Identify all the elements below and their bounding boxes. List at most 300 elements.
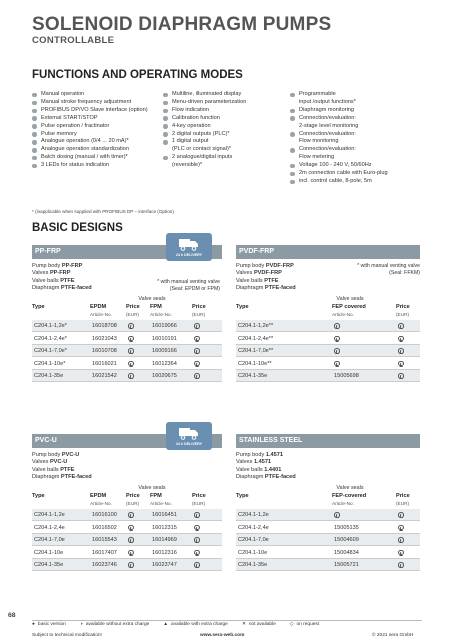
material-key: Valve balls <box>32 466 61 473</box>
price-on-request-icon <box>398 512 404 518</box>
legend-symbol-icon: ◑ <box>79 622 83 627</box>
material-line <box>236 270 296 277</box>
price-on-request-icon <box>398 323 404 329</box>
table-cell: C204.1-10e <box>238 549 268 556</box>
material-value: 1.4401 <box>264 466 282 473</box>
legend-item <box>32 622 66 627</box>
feature-item: Connection/evaluation: <box>290 146 388 154</box>
material-key: Diaphragm <box>32 285 61 292</box>
feature-item: Calibration function <box>163 115 246 123</box>
material-line <box>236 474 296 481</box>
column-header: FPM <box>150 304 162 310</box>
legend-symbol-icon: ◇ <box>289 622 294 627</box>
legend-symbol-icon: ▲ <box>163 622 169 627</box>
feature-item: 4-key operation <box>163 123 246 131</box>
table-row <box>236 534 420 546</box>
feature-item: incl. control cable, 8-pole, 5m <box>290 178 388 186</box>
table-cell <box>128 562 134 570</box>
material-key: Valves <box>236 459 254 466</box>
legend-label: available without extra charge <box>85 622 150 627</box>
table-cell <box>398 361 404 369</box>
table-cell: C204.1-10e* <box>34 360 66 367</box>
features-heading: FUNCTIONS AND OPERATING MODES <box>32 69 243 81</box>
table-row <box>32 370 222 382</box>
price-on-request-icon <box>194 537 200 543</box>
card-stainless-steel <box>236 434 420 584</box>
table-cell: C204.1-1,2e* <box>34 323 67 329</box>
table-row <box>32 509 222 521</box>
table-cell <box>128 512 134 520</box>
features-column-2 <box>163 91 246 170</box>
material-line <box>32 474 92 481</box>
table-cell: C204.1-7,0e* <box>34 348 67 355</box>
delivery-badge <box>166 422 212 450</box>
material-key: Pump body <box>236 263 266 269</box>
material-key: Diaphragm <box>236 474 265 481</box>
table-row <box>32 559 222 571</box>
table-cell: 15005721 <box>334 562 359 569</box>
table-cell: 16014969 <box>152 537 177 544</box>
feature-item: 2 analogue/digital inputs <box>163 154 246 162</box>
price-on-request-icon <box>128 562 134 568</box>
column-subheader: Article-No. <box>150 501 172 506</box>
price-on-request-icon <box>128 373 134 379</box>
column-header: FEP-covered <box>332 493 367 499</box>
feature-item: Voltage 100 - 240 V, 50/60Hz <box>290 162 388 170</box>
table-cell <box>128 361 134 369</box>
table-cell: C204.1-2,4e <box>34 524 65 531</box>
table-cell: 16018708 <box>92 323 117 329</box>
table-cell: 16012364 <box>152 360 177 367</box>
material-line <box>32 459 92 466</box>
table-cell <box>128 373 134 381</box>
price-on-request-icon <box>128 336 134 342</box>
price-on-request-icon <box>398 562 404 568</box>
material-line <box>236 285 296 292</box>
card-title: PP-FRP <box>32 245 222 259</box>
seal-note: (Seal: FFKM) <box>389 270 420 276</box>
venting-note: * with manual venting valve <box>157 279 220 285</box>
truck-icon <box>179 426 199 440</box>
feature-item: Batch dosing (manual / with timer)* <box>32 154 148 162</box>
table-cell <box>334 512 340 520</box>
legend-symbol-icon: ● <box>32 622 35 627</box>
card-pvc-u <box>32 434 222 584</box>
material-line <box>32 278 92 285</box>
table-cell <box>398 348 404 356</box>
price-table <box>32 491 222 572</box>
material-key: Diaphragm <box>32 474 61 481</box>
column-subheader: Article-No. <box>90 312 112 317</box>
material-line <box>236 459 296 466</box>
material-value: PVDF-FRP <box>265 263 294 269</box>
legend-label: available with extra charge <box>171 622 228 627</box>
material-key: Pump body <box>32 452 62 458</box>
column-header: Type <box>32 304 45 310</box>
price-on-request-icon <box>398 537 404 543</box>
table-cell <box>398 336 404 344</box>
features-footnote: * (inapplicable when supplied with PROFIBUS DP – interface (Option) <box>32 209 174 214</box>
column-subheader: (EUR) <box>396 501 410 506</box>
table-cell: 16020675 <box>152 373 177 380</box>
table-row <box>236 509 420 521</box>
truck-icon <box>179 237 199 251</box>
price-on-request-icon <box>128 512 134 518</box>
table-cell <box>398 562 404 570</box>
valve-seals-label: Valve seals <box>336 485 364 491</box>
column-header: FPM <box>150 493 162 499</box>
feature-item: Menu-driven parameterization <box>163 99 246 107</box>
price-on-request-icon <box>194 336 200 342</box>
material-key: Pump body <box>32 263 62 269</box>
table-cell <box>334 348 340 356</box>
table-cell <box>194 550 200 558</box>
card-title: PVC-U <box>32 434 222 448</box>
material-value: PP-FRP <box>49 270 71 277</box>
table-cell: C204.1-7,0e <box>238 537 269 544</box>
seal-note: (Seal: EPDM or FPM) <box>169 286 220 292</box>
table-cell <box>194 525 200 533</box>
table-cell: 16017407 <box>92 549 117 556</box>
table-cell: C204.1-35e <box>34 373 64 380</box>
valve-seals-label: Valve seals <box>336 296 364 302</box>
material-value: PVC-U <box>49 459 68 466</box>
feature-item: Flow metering <box>299 154 335 161</box>
page-subtitle: CONTROLLABLE <box>32 35 115 46</box>
footer-disclaimer: Subject to technical modification! <box>32 633 102 638</box>
feature-item: (PLC or contact signal)* <box>172 146 232 153</box>
table-cell: C204.1-2,4e <box>238 524 269 531</box>
feature-item: Programmable <box>290 91 388 99</box>
column-header: Price <box>192 304 206 310</box>
column-subheader: Article-No. <box>90 501 112 506</box>
footer-divider <box>32 620 422 621</box>
column-header: FEP covered <box>332 304 366 310</box>
table-row <box>32 522 222 534</box>
price-on-request-icon <box>334 361 340 367</box>
footer-website: www.sera-web.com <box>200 633 245 638</box>
table-cell <box>398 323 404 331</box>
material-value: PVDF-FRP <box>253 270 282 277</box>
price-on-request-icon <box>128 323 134 329</box>
material-line <box>236 452 296 459</box>
material-line <box>32 270 92 277</box>
table-row <box>236 320 420 332</box>
price-on-request-icon <box>334 323 340 329</box>
column-header: Price <box>192 493 206 499</box>
table-cell <box>194 361 200 369</box>
column-header: Price <box>396 493 410 499</box>
material-line <box>32 263 92 270</box>
column-header: Type <box>236 493 249 499</box>
table-row <box>32 358 222 370</box>
table-cell: 16009166 <box>152 348 177 355</box>
valve-seals-label: Valve seals <box>138 296 166 302</box>
features-column-1 <box>32 91 148 170</box>
table-cell <box>334 336 340 344</box>
table-row <box>236 559 420 571</box>
material-key: Diaphragm <box>236 285 265 292</box>
material-value: PVC-U <box>61 452 80 458</box>
price-table <box>32 302 222 383</box>
table-row <box>236 358 420 370</box>
feature-item: External START/STOP <box>32 115 148 123</box>
table-cell <box>398 512 404 520</box>
table-row <box>236 522 420 534</box>
table-cell: 16023746 <box>92 562 117 569</box>
feature-item: input /output functions* <box>299 98 356 105</box>
table-cell: C204.1-35e <box>238 562 268 569</box>
table-cell <box>128 550 134 558</box>
table-cell <box>194 348 200 356</box>
price-on-request-icon <box>398 373 404 379</box>
card-pp-frp <box>32 245 222 393</box>
material-key: Valves <box>236 270 254 277</box>
table-cell: 16010191 <box>152 335 177 342</box>
feature-item: Analogue operation standardization <box>32 146 148 154</box>
material-list <box>236 452 296 482</box>
column-subheader: (EUR) <box>192 312 206 317</box>
feature-item: Flow indication <box>163 107 246 115</box>
price-on-request-icon <box>128 525 134 531</box>
material-value: PTFE-faced <box>264 285 296 292</box>
column-subheader: Article-No. <box>332 312 354 317</box>
table-cell <box>194 512 200 520</box>
table-cell: 16016451 <box>152 512 177 518</box>
feature-item: Connection/evaluation: <box>290 115 388 123</box>
feature-item: Analogue operation (0/4 ... 20 mA)* <box>32 138 148 146</box>
material-value: PTFE <box>60 277 75 284</box>
table-row <box>32 333 222 345</box>
price-on-request-icon <box>194 525 200 531</box>
material-value: PTFE <box>264 277 279 284</box>
basic-designs-heading: BASIC DESIGNS <box>32 222 123 234</box>
feature-item: Flow monitoring <box>299 138 339 145</box>
table-cell: 16023747 <box>152 562 177 569</box>
material-list <box>32 452 92 482</box>
feature-item: (reversible)* <box>172 162 203 169</box>
column-subheader: (EUR) <box>396 312 410 317</box>
feature-item: Manual stroke frequency adjustment <box>32 99 148 107</box>
price-on-request-icon <box>194 348 200 354</box>
feature-item: 2 digital outputs (PLC)* <box>163 131 246 139</box>
table-cell: 15004834 <box>334 549 359 556</box>
column-header: EPDM <box>90 304 107 310</box>
table-cell: 16012315 <box>152 524 177 531</box>
price-on-request-icon <box>334 512 340 518</box>
material-value: PTFE-faced <box>60 285 92 292</box>
feature-item: 3 LEDs for status indication <box>32 162 148 170</box>
table-cell: C204.1-1,2e <box>34 512 65 518</box>
table-cell: 16015543 <box>92 537 117 544</box>
material-key: Valve balls <box>32 277 61 284</box>
feature-item: Diaphragm monitoring <box>290 107 388 115</box>
table-cell: C204.1-2,4e* <box>34 335 67 342</box>
legend-item <box>163 622 228 627</box>
table-row <box>32 320 222 332</box>
table-cell <box>128 323 134 331</box>
table-cell: C204.1-2,4e** <box>238 335 274 342</box>
table-cell <box>194 336 200 344</box>
table-cell: 16012316 <box>152 549 177 556</box>
table-cell: C204.1-35e <box>34 562 64 569</box>
table-cell: C204.1-1,2e** <box>238 323 274 329</box>
table-cell <box>194 537 200 545</box>
price-on-request-icon <box>398 348 404 354</box>
table-cell: C204.1-7,0e <box>34 537 65 544</box>
table-cell <box>398 537 404 545</box>
card-title: PVDF-FRP <box>236 245 420 259</box>
material-key: Pump body <box>236 452 266 458</box>
material-list <box>32 263 92 293</box>
price-on-request-icon <box>194 323 200 329</box>
table-cell <box>334 361 340 369</box>
material-value: 1.4571 <box>265 452 283 458</box>
table-cell <box>398 373 404 381</box>
feature-item: 1 digital output <box>163 138 246 146</box>
column-subheader: (EUR) <box>126 501 140 506</box>
table-cell <box>128 525 134 533</box>
price-on-request-icon <box>128 550 134 556</box>
price-on-request-icon <box>128 348 134 354</box>
price-on-request-icon <box>194 512 200 518</box>
material-line <box>32 452 92 459</box>
price-on-request-icon <box>194 550 200 556</box>
table-cell: 16019066 <box>152 323 177 329</box>
column-header: Price <box>126 304 140 310</box>
price-on-request-icon <box>128 537 134 543</box>
table-cell <box>128 537 134 545</box>
card-pvdf-frp <box>236 245 420 393</box>
feature-item: Pulse operation / fractinator <box>32 123 148 131</box>
delivery-badge <box>166 233 212 261</box>
card-title: STAINLESS STEEL <box>236 434 420 448</box>
feature-item: PROFIBUS DP/VO Slave interface (option) <box>32 107 148 115</box>
badge-text: 24 h DELIVERY <box>175 253 203 257</box>
material-line <box>32 467 92 474</box>
table-row <box>236 333 420 345</box>
legend-item <box>242 622 276 627</box>
legend <box>32 622 333 627</box>
legend-symbol-icon: ✕ <box>241 622 246 627</box>
material-key: Valves <box>32 459 50 466</box>
feature-item: 2-stage level monitoring <box>299 122 359 129</box>
feature-item: Pulse memory <box>32 131 148 139</box>
material-line <box>32 285 92 292</box>
venting-note: * with manual venting valve <box>357 263 420 269</box>
table-cell: 16016021 <box>92 360 117 367</box>
table-cell <box>334 323 340 331</box>
table-cell: C204.1-1,2e <box>238 512 269 518</box>
table-cell: 15005698 <box>334 373 359 380</box>
table-cell: 15004609 <box>334 537 359 544</box>
table-cell <box>194 373 200 381</box>
table-cell <box>398 550 404 558</box>
table-cell: 16021043 <box>92 335 117 342</box>
column-header: Type <box>32 493 45 499</box>
feature-item: Multiline, illuminated display <box>163 91 246 99</box>
table-row <box>32 547 222 559</box>
table-row <box>236 547 420 559</box>
material-value: PTFE <box>60 466 75 473</box>
column-subheader: Article-No. <box>332 501 354 506</box>
material-value: PTFE-faced <box>264 474 296 481</box>
table-cell <box>398 525 404 533</box>
feature-item: 2m connection cable with Euro-plug <box>290 170 388 178</box>
column-header: Price <box>126 493 140 499</box>
material-list <box>236 263 296 293</box>
material-line <box>236 467 296 474</box>
material-key: Valve balls <box>236 466 265 473</box>
column-header: Price <box>396 304 410 310</box>
table-row <box>236 345 420 357</box>
material-value: PP-FRP <box>61 263 83 269</box>
column-header: Type <box>236 304 249 310</box>
price-on-request-icon <box>194 562 200 568</box>
table-cell: C204.1-10e** <box>238 360 272 367</box>
material-line <box>236 278 296 285</box>
table-cell <box>194 562 200 570</box>
price-on-request-icon <box>194 361 200 367</box>
price-on-request-icon <box>128 361 134 367</box>
price-table <box>236 491 420 572</box>
table-cell: 15005135 <box>334 524 359 531</box>
table-row <box>32 345 222 357</box>
legend-label: on request <box>296 622 320 627</box>
column-subheader: (EUR) <box>192 501 206 506</box>
legend-label: not available <box>248 622 276 627</box>
column-header: EPDM <box>90 493 107 499</box>
table-cell: 16010708 <box>92 348 117 355</box>
material-value: 1.4571 <box>253 459 272 466</box>
table-cell <box>128 348 134 356</box>
valve-seals-label: Valve seals <box>138 485 166 491</box>
page-title: SOLENOID DIAPHRAGM PUMPS <box>32 14 332 35</box>
material-key: Valve balls <box>236 277 265 284</box>
column-subheader: Article-No. <box>150 312 172 317</box>
material-value: PTFE-faced <box>60 474 92 481</box>
legend-item <box>290 622 319 627</box>
features-column-3 <box>290 91 388 186</box>
price-table <box>236 302 420 383</box>
feature-item: Manual operation <box>32 91 148 99</box>
table-cell: 16016502 <box>92 524 117 531</box>
feature-item: Connection/evaluation: <box>290 131 388 139</box>
legend-item <box>80 622 149 627</box>
column-subheader: (EUR) <box>126 312 140 317</box>
price-on-request-icon <box>334 336 340 342</box>
price-on-request-icon <box>398 550 404 556</box>
price-on-request-icon <box>398 336 404 342</box>
table-row <box>32 534 222 546</box>
material-line <box>236 263 296 270</box>
table-cell: C204.1-10e <box>34 549 64 556</box>
price-on-request-icon <box>334 348 340 354</box>
table-cell <box>194 323 200 331</box>
page-number: 68 <box>8 612 16 619</box>
footer-copyright: © 2021 sera GmbH <box>372 633 414 638</box>
price-on-request-icon <box>194 373 200 379</box>
table-row <box>236 370 420 382</box>
price-on-request-icon <box>398 361 404 367</box>
table-cell: C204.1-7,0e** <box>238 348 274 355</box>
legend-label: basic version <box>37 622 66 627</box>
table-cell: 16016100 <box>92 512 117 518</box>
table-cell: C204.1-35e <box>238 373 268 380</box>
table-cell <box>128 336 134 344</box>
table-cell: 16021542 <box>92 373 117 380</box>
badge-text: 24 h DELIVERY <box>175 442 203 446</box>
